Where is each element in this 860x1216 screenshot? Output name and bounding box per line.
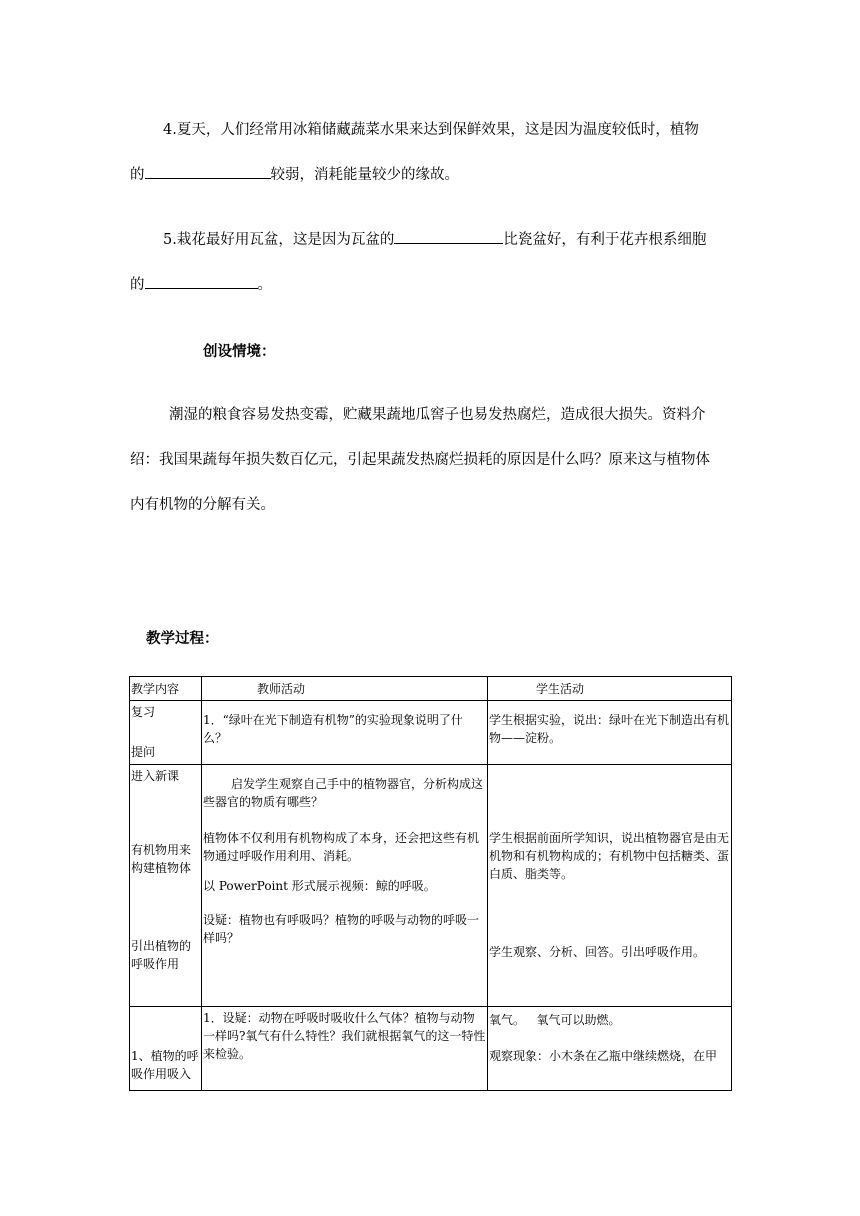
question-5-line-1 [163,228,706,249]
content-respiration-intake: 1、植物的呼吸作用吸入 [131,1049,199,1081]
teacher-text-4: 设疑：植物也有呼吸吗？植物的呼吸与动物的呼吸一样吗？ [203,913,480,945]
table-cell-student [488,1007,732,1091]
question-4-line-1: 4.夏天，人们经常用冰箱储藏蔬菜水果来达到保鲜效果，这是因为温度较低时，植物 [163,122,699,138]
student-text-2: 观察现象：小木条在乙瓶中继续燃烧，在甲 [489,1049,718,1063]
student-text: 学生根据实验，说出：绿叶在光下制造出有机物——淀粉。 [489,713,730,745]
table-row [130,1007,732,1091]
question-5-line-2-suffix: 。 [257,277,272,293]
teacher-text: 1．“绿叶在光下制造有机物”的实验现象说明了什么？ [203,713,463,745]
question-4-line-2 [130,163,459,184]
process-heading: 教学过程： [146,630,219,647]
scenario-line-2: 绍：我国果蔬每年损失数百亿元，引起果蔬发热腐烂损耗的原因是什么吗？原来这与植物体 [130,452,710,468]
table-cell-student [488,701,732,765]
scenario-heading: 创设情境： [203,343,276,360]
content-build-plant: 有机物用来构建植物体 [131,843,192,875]
question-5-line-2-prefix: 的 [130,277,145,293]
content-new-lesson: 进入新课 [131,769,180,783]
table-cell-content [130,765,202,1007]
lesson-table [129,676,732,1091]
table-row [130,765,732,1007]
table-row [130,701,732,765]
teacher-text: 1．设疑：动物在呼吸时吸收什么气体？植物与动物一样吗?氧气有什么特性？我们就根据氧气的这一特性来检验。 [203,1011,486,1061]
table-cell-teacher [202,765,488,1007]
answer-blank [394,242,503,244]
answer-blank [145,287,258,289]
table-cell-student [488,765,732,1007]
content-question: 提问 [131,745,156,759]
table-header-student: 学生活动 [488,677,732,701]
teacher-text-2: 植物体不仅利用有机物构成了本身，还会把这些有机物通过呼吸作用利用、消耗。 [203,831,480,863]
student-text-2: 学生观察、分析、回答。引出呼吸作用。 [489,945,706,959]
table-header-row [130,677,732,701]
table-header-content: 教学内容 [130,677,202,701]
table-cell-teacher [202,701,488,765]
student-text-1: 氧气。 氧气可以助燃。 [489,1013,621,1027]
scenario-line-1: 潮湿的粮食容易发热变霉，贮藏果蔬地瓜窖子也易发热腐烂，造成很大损失。资料介 [169,407,706,423]
table-cell-content [130,701,202,765]
content-review: 复习 [131,705,156,719]
table-cell-content [130,1007,202,1091]
student-text-1: 学生根据前面所学知识，说出植物器官是由无机物和有机物构成的；有机物中包括糖类、蛋白质、脂类等。 [489,831,730,881]
table-header-teacher: 教师活动 [202,677,488,701]
table-cell-teacher [202,1007,488,1091]
question-5-line-1-prefix: 5.栽花最好用瓦盆，这是因为瓦盆的 [163,232,395,248]
teacher-text-3: 以 PowerPoint 形式展示视频：鲸的呼吸。 [203,879,436,893]
question-5-line-2 [130,273,272,294]
answer-blank [145,177,271,179]
scenario-line-3: 内有机物的分解有关。 [130,497,275,513]
question-4-suffix: 较弱，消耗能量较少的缘故。 [270,167,459,183]
question-5-line-1-suffix: 比瓷盆好，有利于花卉根系细胞 [503,232,707,248]
teacher-text-1: 启发学生观察自己手中的植物器官，分析构成这些器官的物质有哪些？ [203,777,484,809]
content-respiration-intro: 引出植物的呼吸作用 [131,939,192,971]
question-4-prefix: 的 [130,167,145,183]
